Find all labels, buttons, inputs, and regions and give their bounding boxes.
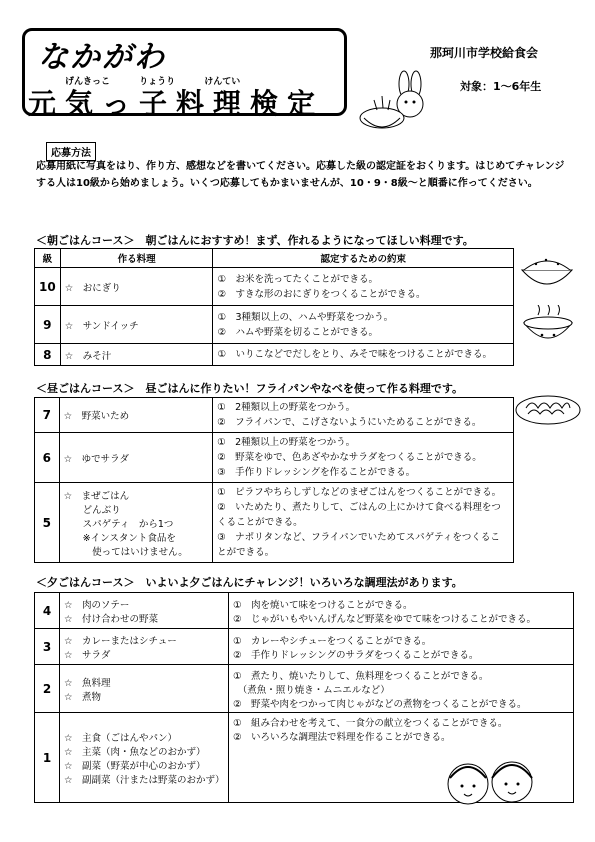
dish-cell: ☆ みそ汁 (60, 344, 213, 366)
criteria-item: ② ハムや野菜を切ることができる。 (217, 326, 378, 338)
table-row (35, 483, 514, 563)
dish-item: ☆ サラダ (64, 649, 111, 661)
dish-item: ☆ 肉のソテー (64, 599, 130, 611)
criteria-item: ① 肉を焼いて味をつけることができる。 (233, 599, 413, 611)
dish-cell: ☆ サンドイッチ (60, 306, 213, 344)
table-row (35, 398, 514, 433)
criteria-cell (213, 344, 514, 366)
criteria-item: ① お米を洗ってたくことができる。 (217, 273, 378, 285)
criteria-item: ① ピラフやちらしずしなどのまぜごはんをつくることができる。 (217, 487, 502, 498)
table-row (35, 629, 574, 665)
dish-cell: ☆ おにぎり (60, 268, 213, 306)
dish-cell (59, 483, 212, 563)
rabbit-cooking-illustration (352, 70, 432, 140)
dish-item: どんぶり (63, 504, 121, 516)
title-kana: なかがわ (38, 40, 166, 75)
criteria-cell (229, 665, 574, 713)
table-header-row (35, 249, 514, 268)
dish-item: ☆ 魚料理 (64, 677, 111, 689)
level-cell: 7 (35, 398, 60, 433)
dish-item: ☆ 副副菜（汁または野菜のおかず） (64, 774, 225, 786)
table-row (35, 344, 514, 366)
criteria-item: ② すきな形のおにぎりをつくることができる。 (217, 288, 426, 300)
criteria-cell (229, 593, 574, 629)
application-text: 応募用紙に写真をはり、作り方、感想などを書いてください。応募した級の認定証をおくります。はじめてチャレンジする人は10級から始めましょう。いくつ応募してもかまいませんが、10・9・8級～と順番に作ってください。 (36, 161, 565, 189)
dish-cell (60, 713, 229, 803)
rice-bowl-illustration (516, 248, 578, 298)
dish-cell (60, 593, 229, 629)
dish-cell (60, 629, 229, 665)
level-cell: 5 (35, 483, 60, 563)
organization-name: 那珂川市学校給食会 (430, 46, 539, 60)
criteria-item: ② 手作りドレッシングのサラダをつくることができる。 (233, 649, 479, 661)
criteria-item: ② じゃがいもやいんげんなど野菜をゆでて味をつけることができる。 (233, 613, 537, 625)
miso-soup-illustration (518, 305, 578, 353)
criteria-cell (213, 306, 514, 344)
level-cell: 4 (35, 593, 60, 629)
dish-cell: ☆ ゆでサラダ (59, 433, 212, 483)
criteria-cell (229, 629, 574, 665)
title-ruby: げんきっこ りょうり けんてい (65, 77, 241, 87)
criteria-cell (213, 433, 514, 483)
criteria-item: ② 野菜や肉をつかって肉じゃがなどの煮物をつくることができる。 (233, 698, 527, 710)
level-cell: 8 (35, 344, 61, 366)
level-cell: 6 (35, 433, 60, 483)
dish-item: ☆ 付け合わせの野菜 (64, 613, 159, 625)
criteria-cell (213, 268, 514, 306)
dish-item: スパゲティ から1つ (63, 518, 174, 530)
table-row (35, 433, 514, 483)
criteria-cell (213, 398, 514, 433)
level-cell: 3 (35, 629, 60, 665)
dinner-heading: ＜夕ごはんコース＞ いよいよ夕ごはんにチャレンジ！いろいろな調理法があります。 (36, 576, 463, 589)
table-row (35, 593, 574, 629)
dish-header: 作る料理 (60, 249, 213, 268)
criteria-item: ① カレーやシチューをつくることができる。 (233, 635, 432, 647)
criteria-item: ① 2種類以上の野菜をつかう。 (217, 402, 356, 413)
breakfast-table (34, 248, 514, 366)
table-row (35, 306, 514, 344)
criteria-header: 認定するための約束 (213, 249, 514, 268)
level-header: 級 (35, 249, 61, 268)
dish-cell: ☆ 野菜いため (59, 398, 212, 433)
dish-item: 使ってはいけません。 (63, 546, 188, 558)
criteria-item: ② いためたり、煮たりして、ごはんの上にかけて食べる料理をつくることができる。 (217, 502, 501, 528)
level-cell: 2 (35, 665, 60, 713)
table-row (35, 665, 574, 713)
spaghetti-plate-illustration (512, 382, 584, 430)
criteria-item: ② フライパンで、こげさないようにいためることができる。 (217, 417, 482, 428)
breakfast-heading: ＜朝ごはんコース＞ 朝ごはんにおすすめ！まず、作れるようになってほしい料理です。 (36, 234, 474, 247)
application-label: 応募方法 (46, 142, 96, 161)
dish-item: ☆ 副菜（野菜が中心のおかず） (64, 760, 206, 772)
dish-item: ☆ 煮物 (64, 691, 102, 703)
dish-item: ☆ まぜごはん (63, 490, 130, 502)
page-title: 元気っ子料理検定 (28, 87, 325, 120)
criteria-item: ① 煮たり、焼いたりして、魚料理をつくることができる。 (233, 670, 489, 682)
dish-item: ※インスタント食品を (63, 532, 176, 544)
criteria-cell (213, 483, 514, 563)
level-cell: 10 (35, 268, 61, 306)
criteria-item: （煮魚・照り焼き・ムニエルなど） (233, 684, 390, 696)
criteria-item: ② いろいろな調理法で料理を作ることができる。 (233, 732, 451, 743)
dish-cell (60, 665, 229, 713)
lunch-heading: ＜昼ごはんコース＞ 昼ごはんに作りたい！フライパンやなべを使って作る料理です。 (36, 382, 464, 395)
lunch-table (34, 397, 514, 563)
level-cell: 9 (35, 306, 61, 344)
table-row (35, 268, 514, 306)
criteria-item: ① 3種類以上の、ハムや野菜をつかう。 (217, 311, 394, 323)
criteria-item: ① 2種類以上の野菜をつかう。 (217, 437, 356, 448)
level-cell: 1 (35, 713, 60, 803)
target-grades: 対象：1～6年生 (460, 80, 542, 93)
criteria-item: ① いりこなどでだしをとり、みそで味をつけることができる。 (217, 349, 492, 360)
criteria-item: ③ ナポリタンなど、フライパンでいためてスパゲティをつくることができる。 (217, 532, 500, 558)
criteria-item: ③ 手作りドレッシングを作ることができる。 (217, 467, 416, 478)
criteria-item: ② 野菜をゆで、色あざやかなサラダをつくることができる。 (217, 452, 482, 463)
criteria-item: ① 組み合わせを考えて、一食分の献立をつくることができる。 (233, 718, 508, 729)
children-illustration (440, 748, 540, 816)
dish-item: ☆ 主食（ごはんやパン） (64, 732, 178, 744)
dish-item: ☆ 主菜（肉・魚などのおかず） (64, 746, 206, 758)
dish-item: ☆ カレーまたはシチュー (64, 635, 177, 647)
